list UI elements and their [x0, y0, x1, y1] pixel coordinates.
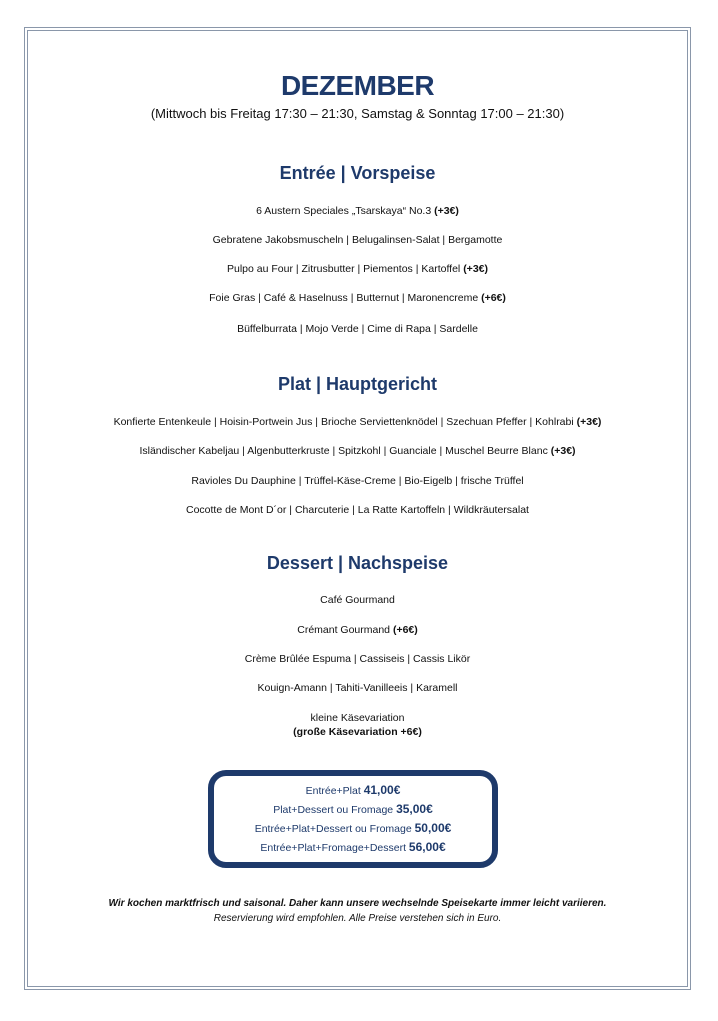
menu-item: Konfierte Entenkeule | Hoisin-Portwein Jus | Brioche Serviettenknödel | Szechuan Pfeffer | Kohlrabi (+3€)	[113, 416, 602, 428]
surcharge: (+3€)	[434, 205, 459, 217]
price-amount: 50,00€	[414, 821, 452, 835]
price-row: Plat+Dessert ou Fromage 35,00€	[273, 802, 433, 816]
price-row: Entrée+Plat 41,00€	[305, 783, 401, 797]
page-title: DEZEMBER	[280, 70, 435, 101]
price-amount: 35,00€	[396, 802, 433, 816]
menu-item: Kouign-Amann | Tahiti-Vanilleeis | Karamell	[257, 682, 458, 694]
menu-item: Crémant Gourmand (+6€)	[297, 624, 418, 636]
menu-item: Gebratene Jakobsmuscheln | Belugalinsen-Salat | Bergamotte	[212, 234, 503, 246]
footer-note: Wir kochen marktfrisch und saisonal. Daher kann unsere wechselnde Speisekarte immer leicht variieren.	[108, 898, 607, 909]
menu-item: kleine Käsevariation	[310, 712, 405, 724]
price-row: Entrée+Plat+Fromage+Dessert 56,00€	[260, 840, 446, 854]
cheese-note: (große Käsevariation +6€)	[293, 726, 422, 738]
menu-item: Café Gourmand	[320, 594, 395, 606]
section-title-entree: Entrée | Vorspeise	[279, 163, 436, 183]
menu-item: Foie Gras | Café & Haselnuss | Butternut | Maronencreme (+6€)	[209, 292, 506, 304]
price-amount: 41,00€	[363, 783, 401, 797]
price-box	[208, 770, 498, 868]
menu-item: Pulpo au Four | Zitrusbutter | Piementos | Kartoffel (+3€)	[227, 263, 488, 275]
surcharge: (+6€)	[481, 292, 506, 304]
surcharge: (+3€)	[463, 263, 488, 275]
menu-item: Crème Brûlée Espuma | Cassiseis | Cassis Likör	[244, 653, 471, 665]
price-amount: 56,00€	[408, 840, 446, 854]
surcharge: (+3€)	[550, 445, 576, 457]
opening-hours: (Mittwoch bis Freitag 17:30 – 21:30, Samstag & Sonntag 17:00 – 21:30)	[150, 106, 565, 121]
menu-item: Büffelburrata | Mojo Verde | Cime di Rapa | Sardelle	[237, 323, 478, 335]
section-title-dessert: Dessert | Nachspeise	[266, 553, 449, 573]
menu-item: Cocotte de Mont D´or | Charcuterie | La Ratte Kartoffeln | Wildkräutersalat	[186, 504, 529, 516]
price-row: Entrée+Plat+Dessert ou Fromage 50,00€	[254, 821, 452, 835]
footer-reservation: Reservierung wird empfohlen. Alle Preise verstehen sich in Euro.	[213, 913, 502, 924]
section-title-plat: Plat | Hauptgericht	[277, 374, 438, 394]
surcharge: (+6€)	[392, 624, 418, 636]
menu-item: 6 Austern Speciales „Tsarskaya“ No.3 (+3€)	[256, 205, 459, 217]
menu-item: Ravioles Du Dauphine | Trüffel-Käse-Creme | Bio-Eigelb | frische Trüffel	[191, 475, 524, 487]
surcharge: (+3€)	[576, 416, 602, 428]
menu-item: Isländischer Kabeljau | Algenbutterkruste | Spitzkohl | Guanciale | Muschel Beurre Blanc (+3€)	[139, 445, 576, 457]
